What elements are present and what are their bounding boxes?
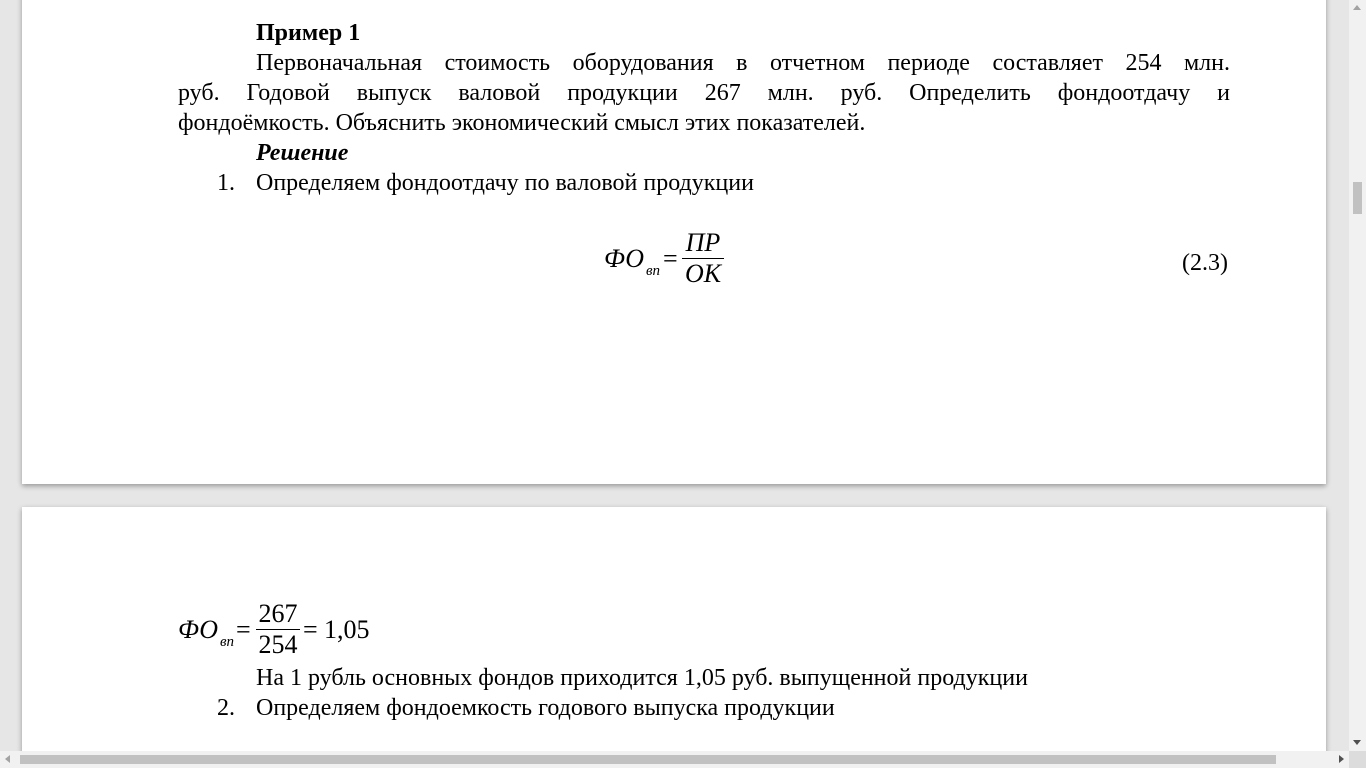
- step1-number: 1.: [217, 170, 235, 196]
- formula1-fraction: [682, 228, 724, 289]
- solution-heading: Решение: [256, 140, 349, 166]
- formula1-numerator: ПР: [685, 228, 721, 257]
- formula2-numerator: 267: [258, 599, 298, 628]
- document-page-2: [22, 507, 1326, 768]
- formula2-equals: =: [236, 615, 251, 644]
- formula2-lhs: ФО: [178, 615, 219, 644]
- scroll-left-arrow-icon[interactable]: [5, 755, 10, 763]
- step2-text: Определяем фондоемкость годового выпуска продукции: [256, 695, 835, 721]
- problem-line-2: руб. Годовой выпуск валовой продукции 267 млн. руб. Определить фондоотдачу и: [178, 80, 1230, 106]
- formula2-equals-2: =: [303, 615, 318, 644]
- formula2-result: 1,05: [324, 615, 370, 644]
- equation-number: (2.3): [1182, 250, 1228, 276]
- step2-number: 2.: [217, 695, 235, 721]
- formula1-equals: =: [663, 244, 678, 273]
- problem-line-3: фондоёмкость. Объяснить экономический смысл этих показателей.: [178, 110, 866, 136]
- scroll-right-arrow-icon[interactable]: [1339, 755, 1344, 763]
- formula2-denominator: 254: [256, 629, 300, 660]
- formula1-lhs: ФО: [604, 244, 645, 273]
- scroll-up-arrow-icon[interactable]: [1353, 5, 1361, 10]
- scroll-down-arrow-icon[interactable]: [1353, 740, 1361, 745]
- example-heading: Пример 1: [256, 20, 361, 46]
- vertical-scrollbar[interactable]: [1349, 0, 1366, 751]
- formula2-fraction: [256, 599, 300, 660]
- step1-text: Определяем фондоотдачу по валовой продукции: [256, 170, 754, 196]
- horizontal-scrollbar[interactable]: [0, 751, 1349, 768]
- formula1-denominator: ОК: [682, 258, 724, 289]
- vertical-scroll-thumb[interactable]: [1353, 182, 1362, 214]
- problem-line-1: Первоначальная стоимость оборудования в отчетном периоде составляет 254 млн.: [256, 50, 1230, 76]
- horizontal-scroll-thumb[interactable]: [20, 755, 1276, 764]
- formula1-subscript: вп: [646, 263, 661, 279]
- formula2-subscript: вп: [220, 634, 235, 650]
- explanation-text: На 1 рубль основных фондов приходится 1,05 руб. выпущенной продукции: [256, 665, 1028, 691]
- document-page-1: [22, 0, 1326, 484]
- scrollbar-corner: [1349, 751, 1366, 768]
